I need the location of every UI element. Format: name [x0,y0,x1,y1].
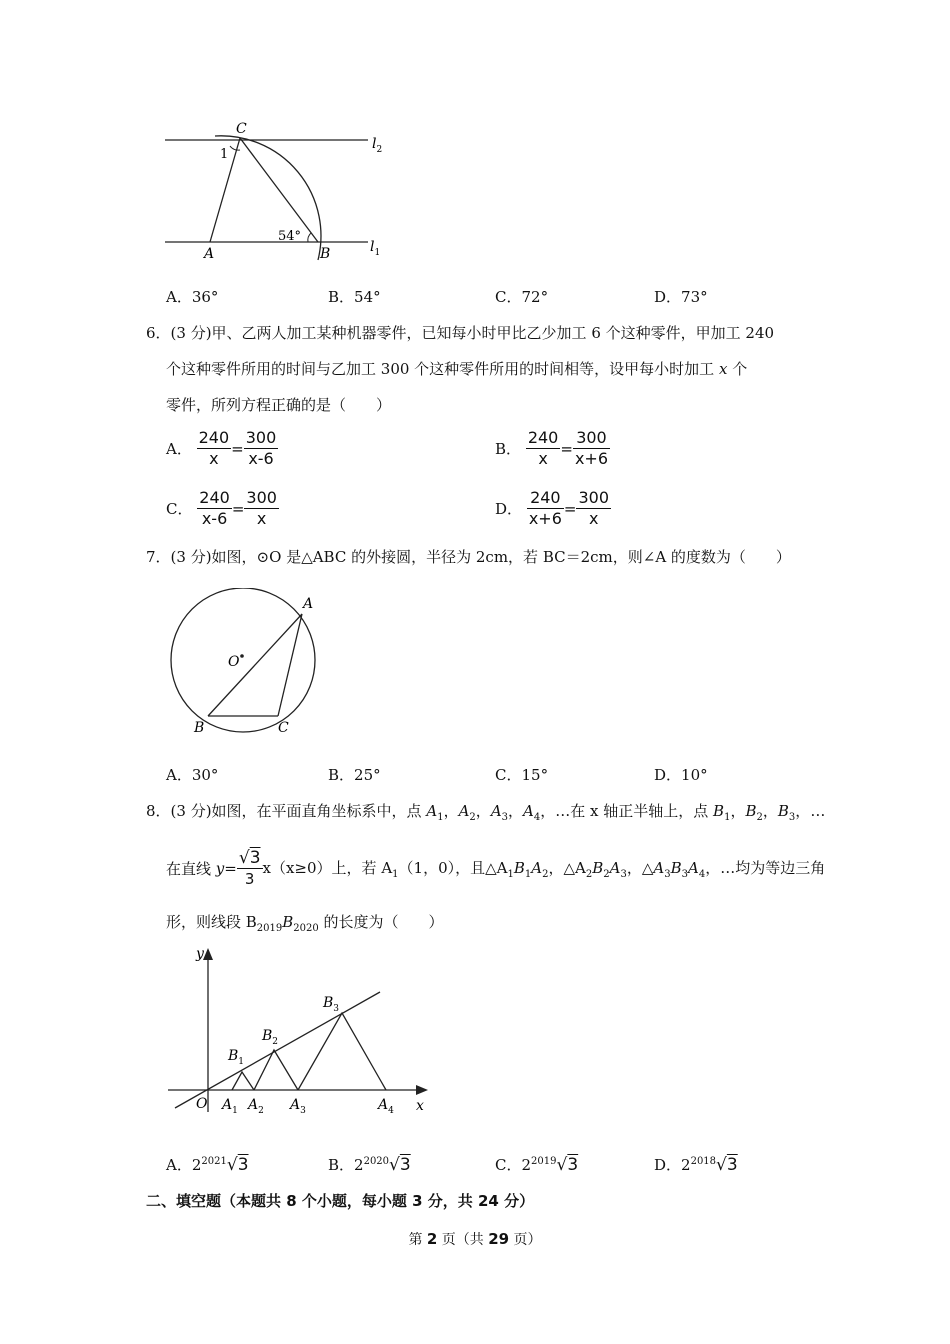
q6-line3: 零件，所列方程正确的是（ ） [166,396,392,414]
fig5-label-l1: $l_1$ [370,239,381,258]
q5-option-c: C．72° [495,288,549,306]
page-footer: 第 2 页（共 29 页） [408,1230,542,1248]
fig8-label-B1: $B_1$ [228,1048,245,1067]
q6-option-c: C． $\frac{240}{x-6}$ = $\frac{300}{x}$ [166,488,277,528]
q5-figure [160,118,400,268]
q6-line1: 6．(3 分)甲、乙两人加工某种机器零件，已知每小时甲比乙少加工 6 个这种零件，甲加工 240 [146,324,775,342]
q8-line1: 8．(3 分)如图，在平面直角坐标系中，点 $A_1$，$A_2$，$A_3$，$A_4$，…在 x 轴正半轴上，点 $B_1$，$B_2$，$B_3$，… [146,802,826,823]
q8-option-b: B．$2^{2020}√3$ [328,1155,411,1175]
q6-option-d: D． $\frac{240}{x+6}$ = $\frac{300}{x}$ [495,488,609,528]
fig8-label-A1: $A_1$ [222,1097,238,1116]
q8-option-a: A．$2^{2021}√3$ [166,1155,249,1175]
fig8-label-y: y [196,946,204,962]
fig5-label-54: 54° [278,229,302,244]
q5-option-b: B．54° [328,288,381,306]
q7-text: 7．(3 分)如图，⊙O 是△ABC 的外接圆，半径为 2cm，若 BC＝2cm，则∠A 的度数为（ ） [146,548,791,566]
fig7-label-O: O [228,654,240,670]
q5-option-a: A．36° [166,288,219,306]
fig5-label-1: 1 [220,147,229,162]
q7-option-c: C．15° [495,766,549,784]
q5-option-d: D．73° [654,288,708,306]
fig5-label-A: A [204,246,215,262]
q8-line2: 在直线 y= $\frac{√3}{3}$ x（x≥0）上，若 $A_1(1$，0），且$\triangle A_1B_1A_2$，$\triangle A_2B_2A_3$，$\triangle A_3B_3A_4$，…均为等边三角 [166,848,826,888]
q8-option-c: C．$2^{2019}√3$ [495,1155,579,1175]
q7-option-b: B．25° [328,766,381,784]
fig7-label-C: C [278,720,289,736]
q6-option-b: B． $\frac{240}{x}$ = $\frac{300}{x+6}$ [495,428,608,468]
fig8-label-A3: $A_3$ [290,1097,306,1116]
q7-figure [160,588,330,738]
section-2-heading: 二、填空题（本题共 8 个小题，每小题 3 分，共 24 分） [146,1192,535,1210]
q8-option-d: D．$2^{2018}√3$ [654,1155,738,1175]
q8-line3: 形，则线段 $B_{2019}B_{2020}$ 的长度为（ ） [166,913,444,934]
fig8-label-A2: $A_2$ [248,1097,264,1116]
q7-option-a: A．30° [166,766,219,784]
fig5-label-C: C [236,121,247,137]
fig5-label-l2: $l_2$ [372,136,383,155]
q7-option-d: D．10° [654,766,708,784]
fig7-label-A: A [303,596,314,612]
page-total: 29 [488,1230,510,1248]
q6-option-a: A． $\frac{240}{x}$ = $\frac{300}{x-6}$ [166,428,277,468]
fig8-label-A4: $A_4$ [378,1097,394,1116]
page-number: 2 [426,1230,438,1248]
fig8-label-O: O [196,1096,208,1112]
q6-line2: 个这种零件所用的时间与乙加工 300 个这种零件所用的时间相等，设甲每小时加工 x 个 [166,360,748,378]
fig7-label-B: B [194,720,205,736]
q8-figure [160,940,440,1120]
fig5-label-B: B [320,246,331,262]
fig8-label-x: x [416,1098,424,1114]
fig8-label-B3: $B_3$ [323,995,340,1014]
fig8-label-B2: $B_2$ [262,1028,279,1047]
